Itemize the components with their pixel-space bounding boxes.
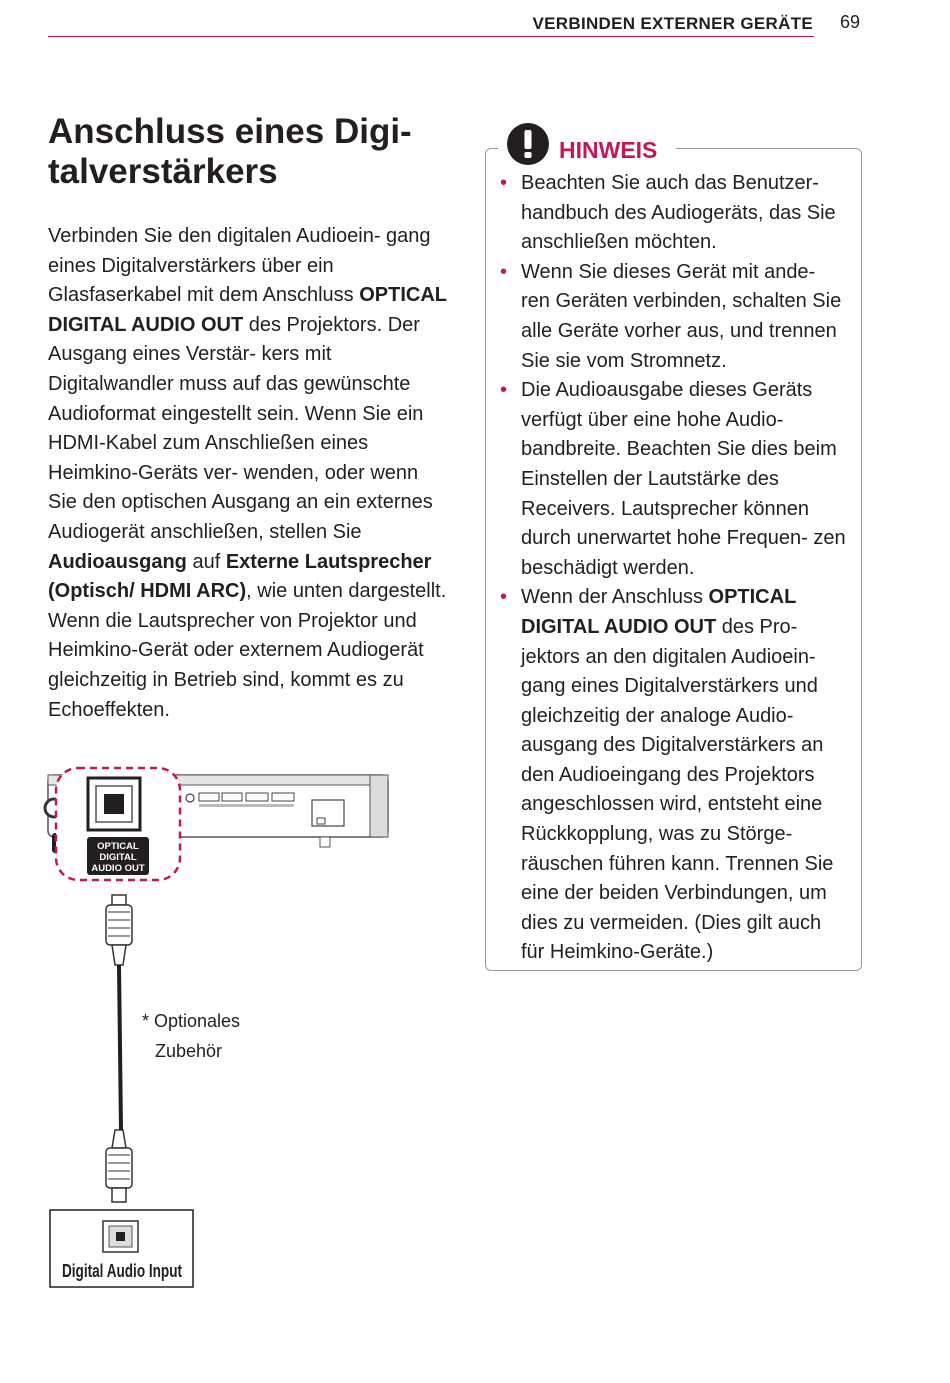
header-rule <box>48 36 814 37</box>
page-number: 69 <box>840 12 861 32</box>
bullet-icon: • <box>500 172 508 194</box>
port-label-line2: DIGITAL <box>99 852 137 863</box>
bullet-icon: • <box>500 379 508 402</box>
note-item <box>498 258 848 376</box>
note-item-bold: OPTICAL DIGITAL AUDIO OUT <box>521 586 796 638</box>
port-label-line1: OPTICAL <box>97 841 139 852</box>
section-title-line1: Anschluss eines Digi- <box>48 112 412 151</box>
note-item-text: Die Audioausgabe dieses Geräts verfügt über eine hohe Audio- bandbreite. Beachten Sie dies beim Einstellen der Lautstärke des Receivers. Lautsprecher können durch unerwartet hohe Frequen- zen beschädigt werden. <box>521 379 846 579</box>
body-text-4: , wie unten dargestellt. Wenn die Lautsprecher von Projektor und Heimkino-Gerät oder externem Audiogerät gleichzeitig in Betrieb sind, kommt es zu Echoeffekten. <box>48 580 447 721</box>
running-header: VERBINDEN EXTERNER GERÄTE <box>532 14 813 33</box>
optical-plug-top <box>106 895 132 965</box>
body-text-1: Verbinden Sie den digitalen Audioein- gang eines Digitalverstärkers über ein Glasfaserkabel mit dem Anschluss <box>48 225 431 307</box>
body-text-2: des Projektors. Der Ausgang eines Verstär- kers mit Digitalwandler muss auf das gewünschte Audioformat eingestellt sein. Wenn Sie ein HDMI-Kabel zum Anschließen eines Heimkino-Geräts ver- wenden, oder wenn Sie den optischen Ausgang an ein externes Audiogerät anschließen, stellen Sie <box>48 313 433 543</box>
note-item-text: Wenn Sie dieses Gerät mit ande- ren Geräten verbinden, schalten Sie alle Geräte vorher aus, und trennen Sie sie vom Stromnetz. <box>521 260 842 372</box>
optical-cable <box>119 965 121 1130</box>
optical-plug-bottom <box>106 1130 132 1202</box>
exclamation-icon <box>507 123 549 165</box>
device-label: Digital Audio Input <box>62 1261 182 1281</box>
note-item-text: Wenn der Anschluss <box>521 586 709 609</box>
note-item <box>498 583 848 968</box>
note-title: HINWEIS <box>559 137 658 163</box>
caption-line2: Zubehör <box>155 1041 223 1061</box>
section-title-line2: talverstärkers <box>48 152 278 191</box>
body-bold-port: OPTICAL DIGITAL AUDIO OUT <box>48 284 447 336</box>
note-item <box>498 169 848 258</box>
caption-line1: * Optionales <box>142 1011 241 1031</box>
body-bold-audio-output: Audioausgang <box>48 550 187 573</box>
note-item <box>498 376 848 583</box>
body-bold-external-speakers: Externe Lautsprecher (Optisch/ HDMI ARC) <box>48 550 432 603</box>
note-list <box>498 169 848 968</box>
port-label-line3: AUDIO OUT <box>91 863 145 874</box>
accessory-caption <box>142 1006 282 1066</box>
bullet-icon: • <box>500 586 508 609</box>
note-item-text: Beachten Sie auch das Benutzer- handbuch des Audiogeräts, das Sie anschließen möchten. <box>521 172 836 254</box>
optical-port-icon <box>88 778 140 830</box>
body-text-3: auf <box>186 550 226 573</box>
body-paragraph <box>48 222 448 725</box>
note-item-text: des Pro- jektors an den digitalen Audioein- gang eines Digitalverstärkers und gleichzeitig der analoge Audio- ausgang des Digitalverstärkers an den Audioeingang des Projektors angeschlossen wird, entsteht eine Rückkopplung, was zu Störge- räuschen führen kann. Trennen Sie eine der beiden Verbindungen, um dies zu vermeiden. (Dies gilt auch für Heimkino-Geräte.) <box>521 615 834 964</box>
section-title <box>48 112 448 192</box>
bullet-icon: • <box>500 260 508 283</box>
